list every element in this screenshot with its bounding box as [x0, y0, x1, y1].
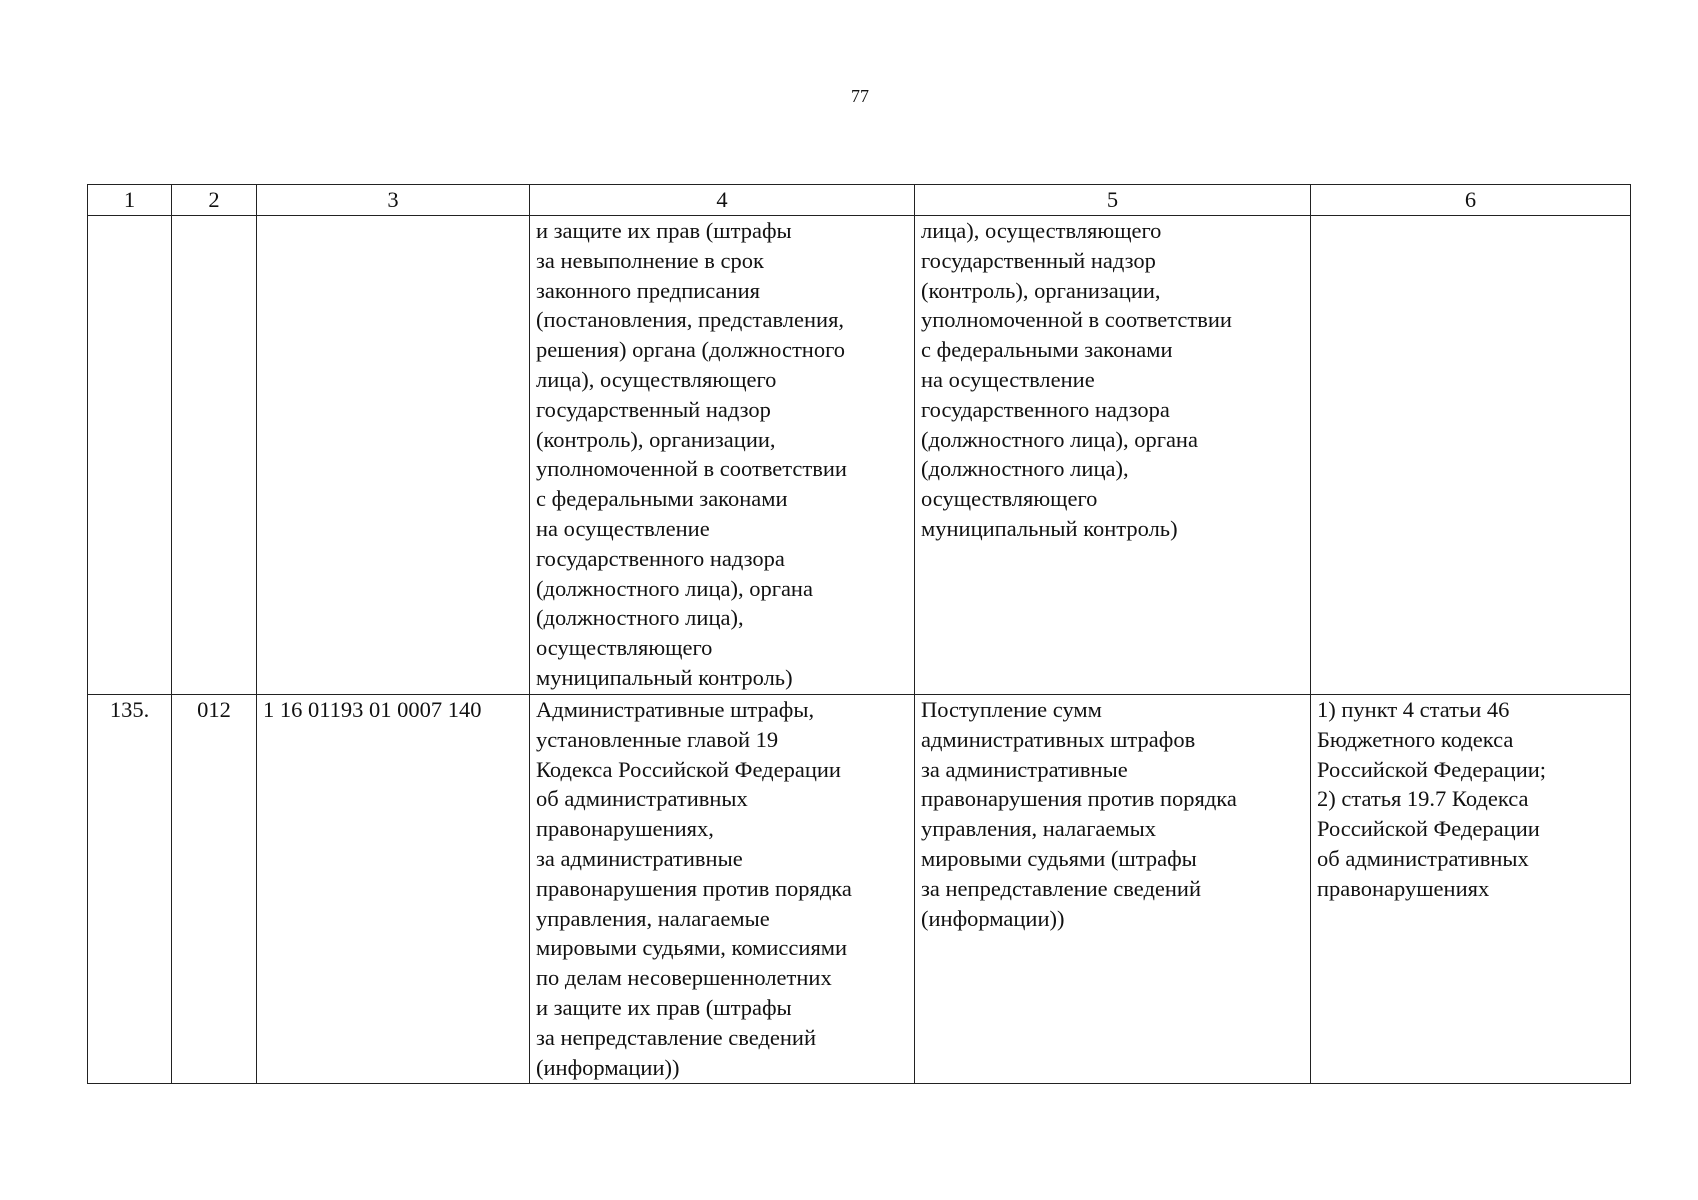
admin-code-cell [172, 216, 257, 695]
header-cell-6: 6 [1311, 185, 1631, 216]
revenue-name-cell: Административные штрафы, установленные главой 19 Кодекса Российской Федерации об административных правонарушениях, за административные правонарушения против порядка управления, налагаемые мировыми судьями, комиссиями по делам несовершеннолетних и защите их прав (штрафы за непредставление сведений (информации)) [530, 695, 915, 1084]
page-number: 77 [851, 86, 869, 106]
row-number-cell: 135. [88, 695, 172, 1084]
row-number-cell [88, 216, 172, 695]
revenue-description-cell: Поступление сумм административных штрафов за административные правонарушения против порядка управления, налагаемых мировыми судьями (штрафы за непредставление сведений (информации)) [915, 695, 1311, 1084]
header-cell-1: 1 [88, 185, 172, 216]
table-header-row [88, 185, 1631, 216]
kbk-code-cell [257, 216, 530, 695]
table-row [88, 216, 1631, 695]
legal-basis-cell: 1) пункт 4 статьи 46 Бюджетного кодекса Российской Федерации; 2) статья 19.7 Кодекса Российской Федерации об административных правонарушениях [1311, 695, 1631, 1084]
revenue-name-cell: и защите их прав (штрафы за невыполнение в срок законного предписания (постановления, представления, решения) органа (должностного лица), осуществляющего государственный надзор (контроль), организации, уполномоченной в соответствии с федеральными законами на осуществление государственного надзора (должностного лица), органа (должностного лица), осуществляющего муниципальный контроль) [530, 216, 915, 695]
header-cell-4: 4 [530, 185, 915, 216]
revenue-description-cell: лица), осуществляющего государственный надзор (контроль), организации, уполномоченной в соответствии с федеральными законами на осуществление государственного надзора (должностного лица), органа (должностного лица), осуществляющего муниципальный контроль) [915, 216, 1311, 695]
admin-code-cell: 012 [172, 695, 257, 1084]
header-cell-2: 2 [172, 185, 257, 216]
table-row [88, 695, 1631, 1084]
legal-basis-cell [1311, 216, 1631, 695]
budget-revenue-table [87, 184, 1631, 1084]
kbk-code-cell: 1 16 01193 01 0007 140 [257, 695, 530, 1084]
header-cell-5: 5 [915, 185, 1311, 216]
header-cell-3: 3 [257, 185, 530, 216]
